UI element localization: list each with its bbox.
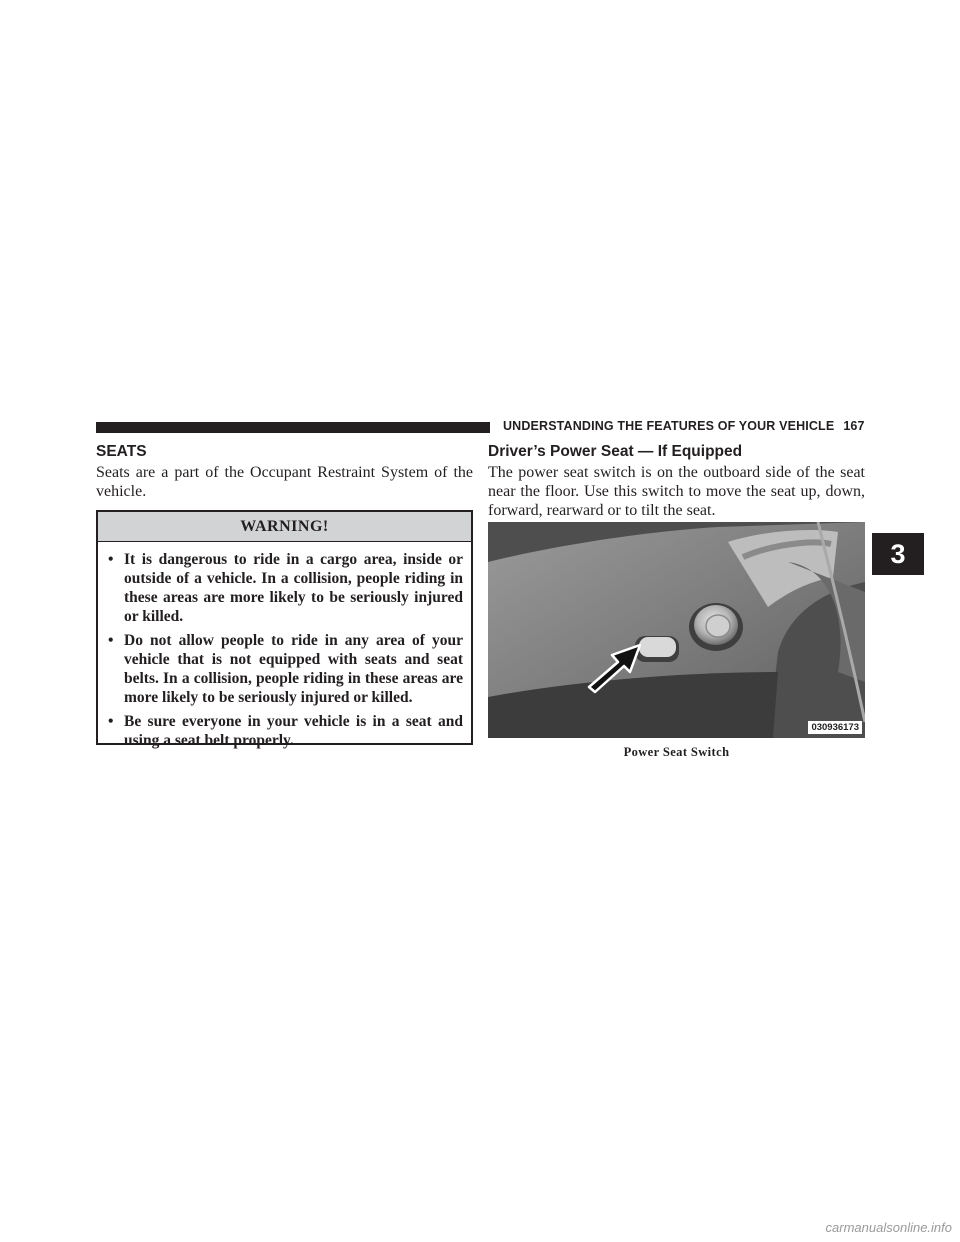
chapter-tab: 3 [872, 533, 924, 575]
figure-caption: Power Seat Switch [623, 745, 730, 759]
right-column [488, 443, 865, 520]
page-number: 167 [843, 419, 865, 433]
watermark: carmanualsonline.info [825, 1220, 952, 1235]
power-seat-body: The power seat switch is on the outboard side of the seat near the floor. Use this switch to move the seat up, down, forward, rearward or to tilt the seat. [488, 464, 865, 519]
warning-item-text: Be sure everyone in your vehicle is in a seat and using a seat belt properly. [124, 713, 463, 749]
warning-item-text: Do not allow people to ride in any area of your vehicle that is not equipped with seats and seat belts. In a collision, people riding in these areas are more likely to be seriously injured or killed. [124, 632, 463, 706]
bullet-icon: • [108, 713, 114, 730]
power-seat-photo [488, 522, 865, 738]
warning-item [108, 712, 463, 750]
warning-item [108, 550, 463, 626]
seats-intro: Seats are a part of the Occupant Restraint System of the vehicle. [96, 464, 473, 500]
power-seat-heading: Driver’s Power Seat — If Equipped [488, 443, 743, 460]
figure-id: 030936173 [808, 721, 862, 734]
warning-title: WARNING! [98, 512, 471, 542]
power-seat-illustration [488, 522, 865, 738]
warning-item-text: It is dangerous to ride in a cargo area, inside or outside of a vehicle. In a collision, people riding in these areas are more likely to be seriously injured or killed. [124, 551, 463, 625]
header-rule [96, 422, 490, 433]
seats-heading: SEATS [96, 443, 147, 460]
section-title: UNDERSTANDING THE FEATURES OF YOUR VEHICLE [503, 419, 835, 433]
warning-list [98, 542, 471, 750]
bullet-icon: • [108, 551, 114, 568]
warning-box [96, 510, 473, 749]
warning-item [108, 631, 463, 707]
running-header [503, 419, 865, 433]
bullet-icon: • [108, 632, 114, 649]
left-column [96, 443, 473, 501]
